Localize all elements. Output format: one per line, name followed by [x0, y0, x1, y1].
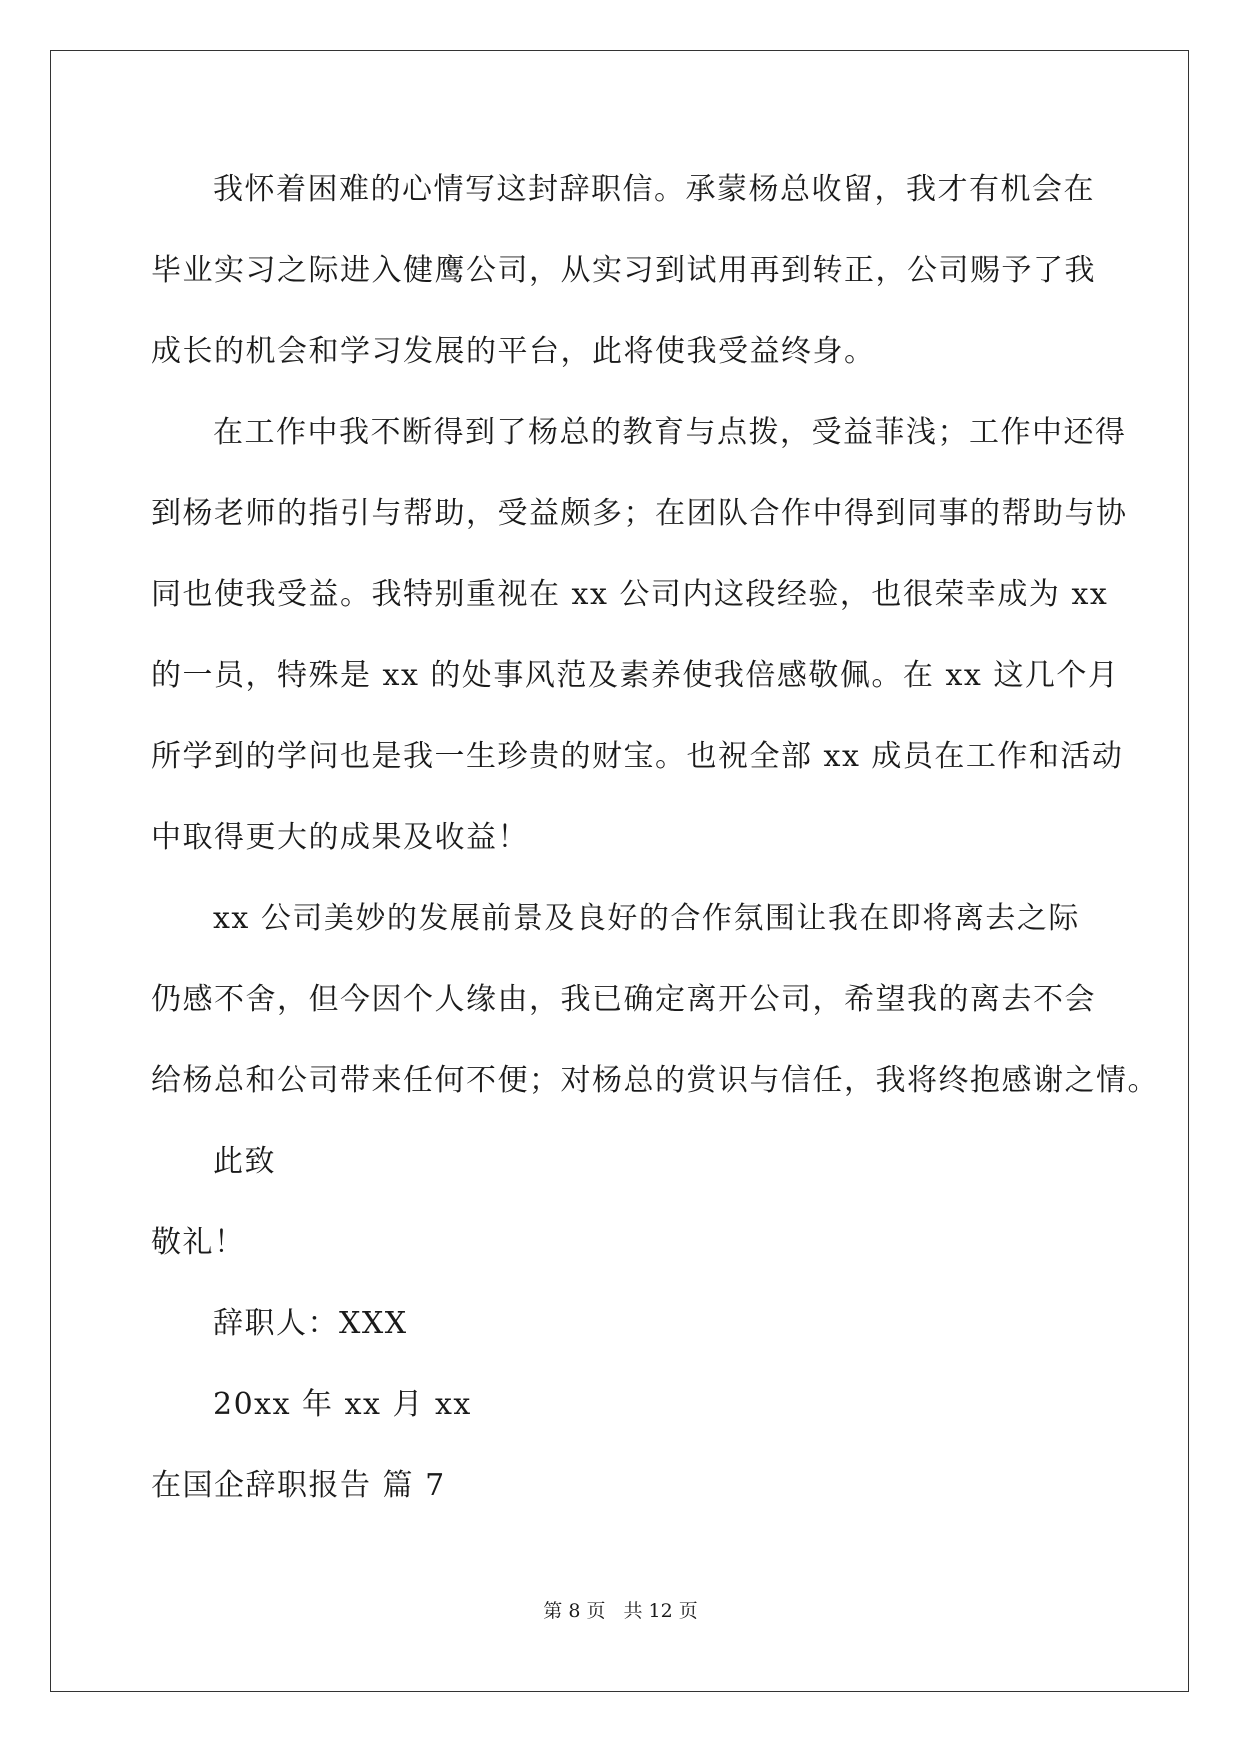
paragraph-line: 同也使我受益。我特别重视在 xx 公司内这段经验，也很荣幸成为 xx	[151, 577, 1109, 612]
paragraph-line: 我怀着困难的心情写这封辞职信。承蒙杨总收留，我才有机会在	[213, 172, 1095, 207]
paragraph-line: 的一员，特殊是 xx 的处事风范及素养使我倍感敬佩。在 xx 这几个月	[151, 658, 1120, 693]
paragraph-line: 毕业实习之际进入健鹰公司，从实习到试用再到转正，公司赐予了我	[151, 253, 1096, 288]
paragraph-line: 中取得更大的成果及收益！	[151, 820, 529, 855]
section-heading: 在国企辞职报告 篇 7	[151, 1468, 446, 1503]
page-number-current: 第 8 页	[543, 1600, 606, 1622]
page-footer	[0, 1599, 1241, 1623]
page-number-total: 共 12 页	[623, 1600, 698, 1622]
paragraph-line: xx 公司美妙的发展前景及良好的合作氛围让我在即将离去之际	[213, 901, 1080, 936]
paragraph-line: 成长的机会和学习发展的平台，此将使我受益终身。	[151, 334, 876, 369]
date-line: 20xx 年 xx 月 xx	[213, 1387, 472, 1422]
signature-line: 辞职人：XXX	[213, 1306, 408, 1341]
paragraph-line: 在工作中我不断得到了杨总的教育与点拨，受益菲浅；工作中还得	[213, 415, 1127, 450]
document-body	[151, 160, 1159, 1537]
paragraph-line: 给杨总和公司带来任何不便；对杨总的赏识与信任，我将终抱感谢之情。	[151, 1063, 1159, 1098]
salutation-line: 此致	[213, 1144, 276, 1179]
paragraph-line: 仍感不舍，但今因个人缘由，我已确定离开公司，希望我的离去不会	[151, 982, 1096, 1017]
paragraph-line: 所学到的学问也是我一生珍贵的财宝。也祝全部 xx 成员在工作和活动	[151, 739, 1124, 774]
salutation-line: 敬礼！	[151, 1225, 246, 1260]
paragraph-line: 到杨老师的指引与帮助，受益颇多；在团队合作中得到同事的帮助与协	[151, 496, 1128, 531]
